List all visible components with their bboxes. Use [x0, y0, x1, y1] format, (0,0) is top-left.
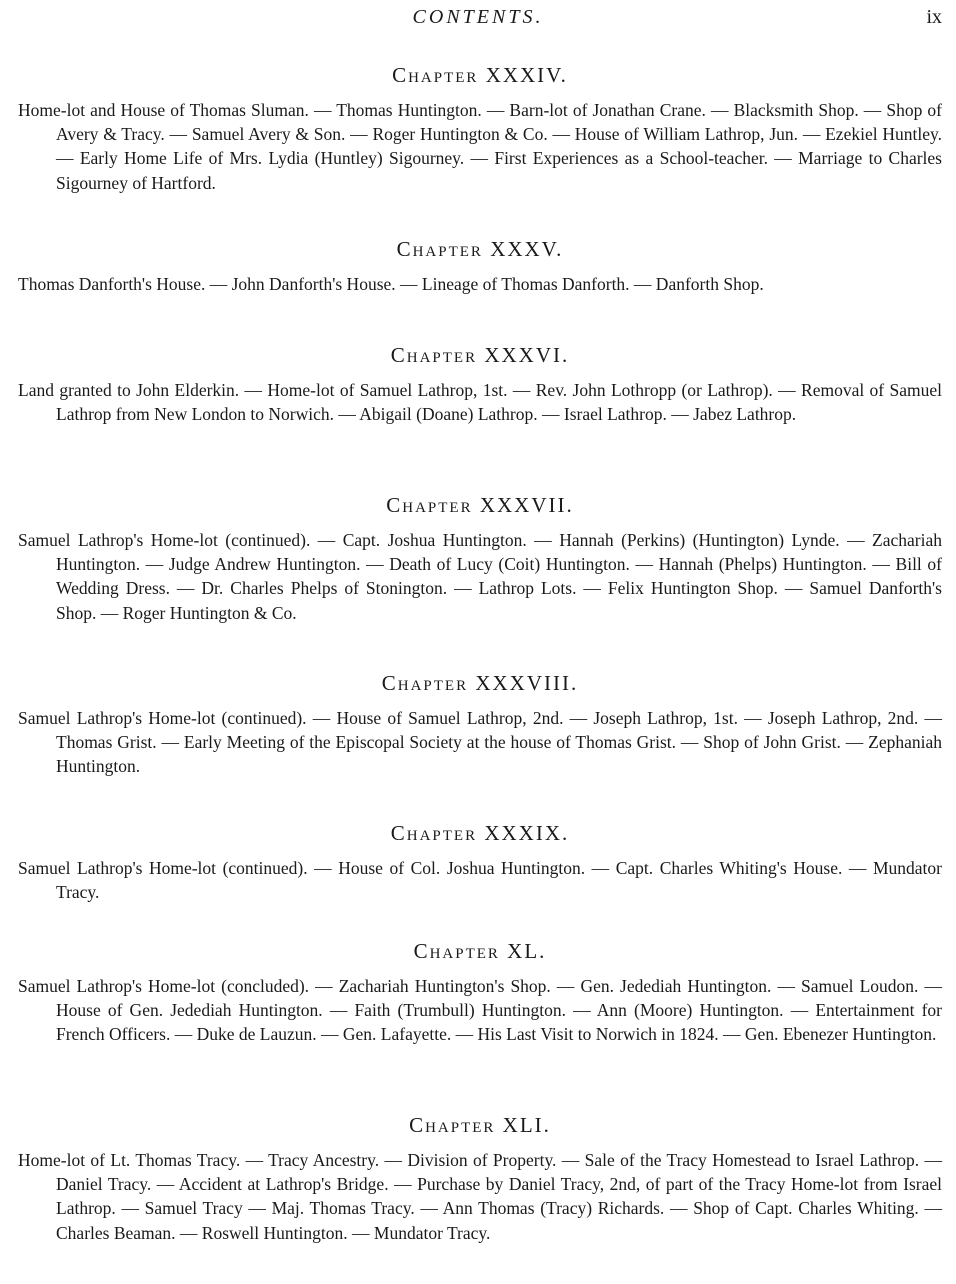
chapter-summary: Home-lot of Lt. Thomas Tracy. — Tracy Ancestry. — Division of Property. — Sale of the Tracy Homestead to Israel Lathrop. — Daniel Tracy. — Accident at Lathrop's Bridge. — Purchase by Daniel Tracy, 2nd, of part of the Tracy Home-lot from Israel Lathrop. — Samuel Tracy — Maj. Thomas Tracy. — Ann Thomas (Tracy) Richards. — Shop of Capt. Charles Whiting. — Charles Beaman. — Roswell Huntington. — Mundator Tracy.	[18, 1150, 942, 1243]
chapter-heading: Chapter XXXVIII.	[381, 671, 579, 695]
chapter-entry-xxxiv	[18, 62, 942, 195]
chapter-summary: Land granted to John Elderkin. — Home-lot of Samuel Lathrop, 1st. — Rev. John Lothropp (or Lathrop). — Removal of Samuel Lathrop from New London to Norwich. — Abigail (Doane) Lathrop. — Israel Lathrop. — Jabez Lathrop.	[18, 380, 942, 425]
chapter-heading: Chapter XXXIX.	[390, 821, 570, 845]
chapter-entry-xxxix	[18, 820, 942, 904]
chapter-summary: Home-lot and House of Thomas Sluman. — Thomas Huntington. — Barn-lot of Jonathan Crane. — Blacksmith Shop. — Shop of Avery & Tracy. — Samuel Avery & Son. — Roger Huntington & Co. — House of William Lathrop, Jun. — Ezekiel Huntley. — Early Home Life of Mrs. Lydia (Huntley) Sigourney. — First Experiences as a School-teacher. — Marriage to Charles Sigourney of Hartford.	[18, 100, 942, 193]
chapter-entry-xxxvii	[18, 492, 942, 625]
chapter-summary: Samuel Lathrop's Home-lot (continued). — House of Col. Joshua Huntington. — Capt. Charles Whiting's House. — Mundator Tracy.	[18, 858, 942, 903]
chapter-summary: Samuel Lathrop's Home-lot (continued). — Capt. Joshua Huntington. — Hannah (Perkins) (Huntington) Lynde. — Zachariah Huntington. — Judge Andrew Huntington. — Death of Lucy (Coit) Huntington. — Hannah (Phelps) Huntington. — Bill of Wedding Dress. — Dr. Charles Phelps of Stonington. — Lathrop Lots. — Felix Huntington Shop. — Samuel Danforth's Shop. — Roger Huntington & Co.	[18, 530, 942, 623]
running-title: CONTENTS.	[412, 6, 544, 28]
chapter-entry-xxxv	[18, 236, 942, 296]
chapter-summary: Thomas Danforth's House. — John Danforth's House. — Lineage of Thomas Danforth. — Danforth Shop.	[18, 274, 764, 294]
running-head	[0, 6, 956, 32]
chapter-entry-xxxvi	[18, 342, 942, 426]
chapter-entry-xl	[18, 938, 942, 1047]
page-number: ix	[926, 6, 942, 28]
chapter-heading: Chapter XXXVII.	[386, 493, 574, 517]
chapter-heading: Chapter XXXV.	[396, 237, 564, 261]
chapter-entry-xli	[18, 1112, 942, 1245]
chapter-heading: Chapter XXXVI.	[390, 343, 570, 367]
chapter-summary: Samuel Lathrop's Home-lot (continued). — House of Samuel Lathrop, 2nd. — Joseph Lathrop, 1st. — Joseph Lathrop, 2nd. — Thomas Grist. — Early Meeting of the Episcopal Society at the house of Thomas Grist. — Shop of John Grist. — Zephaniah Huntington.	[18, 708, 942, 777]
chapter-entry-xxxviii	[18, 670, 942, 779]
chapter-heading: Chapter XLI.	[409, 1113, 551, 1137]
chapter-heading: Chapter XL.	[413, 939, 547, 963]
chapter-heading: Chapter XXXIV.	[392, 63, 568, 87]
chapter-summary: Samuel Lathrop's Home-lot (concluded). — Zachariah Huntington's Shop. — Gen. Jedediah Huntington. — Samuel Loudon. — House of Gen. Jedediah Huntington. — Faith (Trumbull) Huntington. — Ann (Moore) Huntington. — Entertainment for French Officers. — Duke de Lauzun. — Gen. Lafayette. — His Last Visit to Norwich in 1824. — Gen. Ebenezer Huntington.	[18, 976, 942, 1045]
